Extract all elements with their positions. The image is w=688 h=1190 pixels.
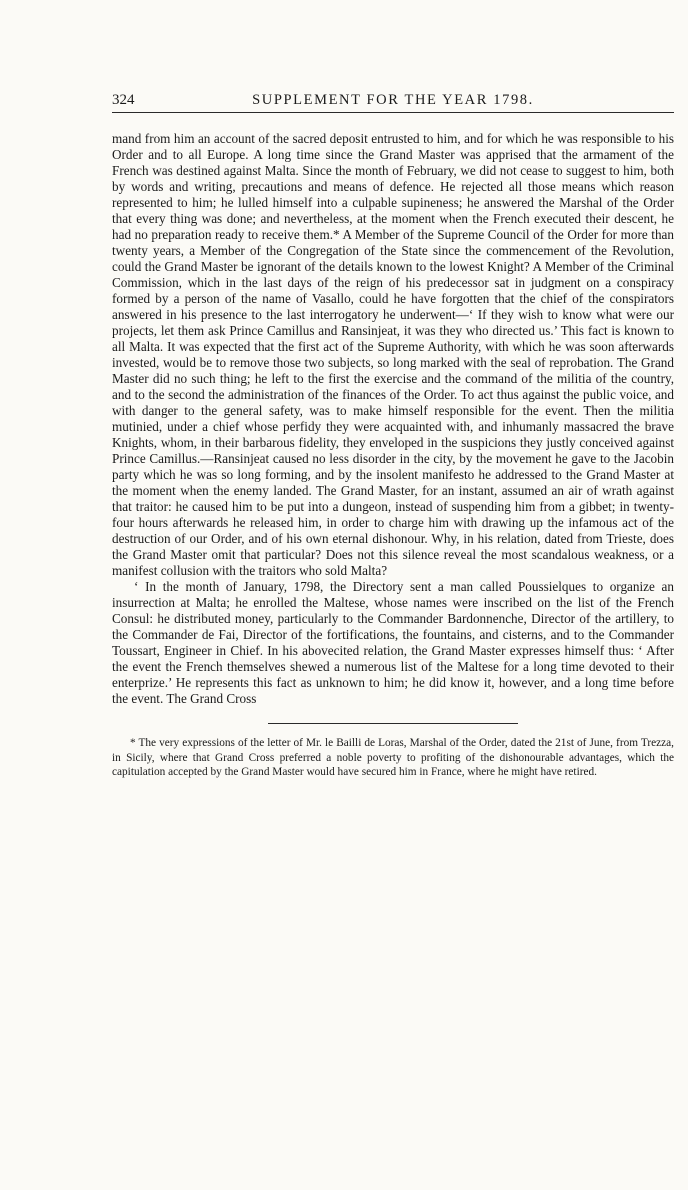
page-number: 324: [112, 92, 135, 108]
page-header: [112, 92, 674, 113]
running-head: SUPPLEMENT FOR THE YEAR 1798.: [252, 92, 534, 108]
paragraph-continued: mand from him an account of the sacred deposit entrusted to him, and for which he was responsible to his Order and to all Europe. A long time since the Grand Master was apprised that the armament of the French was destined against Malta. Since the month of February, we did not cease to suggest to him, both by words and writing, precautions and means of defence. He rejected all those means which reason represented to him; he lulled himself into a culpable supineness; he answered the Marshal of the Order that every thing was done; and nevertheless, at the moment when the French executed their descent, he had no preparation ready to receive them.* A Member of the Supreme Council of the Order for more than twenty years, a Member of the Congregation of the State since the commencement of the Revolution, could the Grand Master be ignorant of the details known to the lowest Knight? A Member of the Criminal Commission, which in the last days of the reign of his predecessor sat in judgment on a conspiracy formed by a person of the name of Vasallo, could he have forgotten that the chief of the conspirators answered in his presence to the last interrogatory he underwent—‘ If they wish to know what were our projects, let them ask Prince Camillus and Ransinjeat, it was they who directed us.’ This fact is known to all Malta. It was expected that the first act of the Supreme Authority, with which he was soon afterwards invested, would be to remove those two subjects, so long marked with the seal of reprobation. The Grand Master did no such thing; he left to the first the exercise and the command of the militia of the country, and to the second the administration of the finances of the Order. To act thus against the public voice, and with danger to the general safety, was to make himself responsible for the event. Then the militia mutinied, under a chief whose perfidy they were acquainted with, and inhumanly massacred the brave Knights, whom, in their barbarous fidelity, they enveloped in the suspicions they justly conceived against Prince Camillus.—Ransinjeat caused no less disorder in the city, by the movement he gave to the Jacobin party which he was so long forming, and by the insolent manifesto he addressed to the Grand Master at the moment when the enemy landed. The Grand Master, for an instant, assumed an air of wrath against that traitor: he caused him to be put into a dungeon, instead of suspending him from a gibbet; in twenty-four hours afterwards he released him, in order to charge him with drawing up the infamous act of the destruction of our Order, and of his own eternal dishonour. Why, in his relation, dated from Trieste, does the Grand Master omit that particular? Does not this silence reveal the most scandalous weakness, or a manifest collusion with the traitors who sold Malta?: [112, 131, 674, 578]
paragraph: ‘ In the month of January, 1798, the Directory sent a man called Poussielques to organize an insurrection at Malta; he enrolled the Maltese, whose names were inscribed on the list of the French Consul: he distributed money, particularly to the Commander Bardonnenche, Director of the artillery, to the Commander de Fai, Director of the fortifications, the fountains, and cisterns, and to the Commander Toussart, Engineer in Chief. In his abovecited relation, the Grand Master expresses himself thus: ‘ After the event the French themselves shewed a numerous list of the Maltese for a long time devoted to their enterprize.’ He represents this fact as unknown to him; he did know it, however, and a long time before the event. The Grand Cross: [112, 579, 674, 706]
footnote: * The very expressions of the letter of Mr. le Bailli de Loras, Marshal of the Order, dated the 21st of June, from Trezza, in Sicily, where that Grand Cross preferred a noble poverty to profiting of the dishonourable advantages, which the capitulation accepted by the Grand Master would have secured him in France, where he might have retired.: [112, 737, 674, 778]
body-text: [112, 131, 674, 707]
footnote-rule: [268, 723, 518, 724]
book-page: [112, 92, 674, 780]
